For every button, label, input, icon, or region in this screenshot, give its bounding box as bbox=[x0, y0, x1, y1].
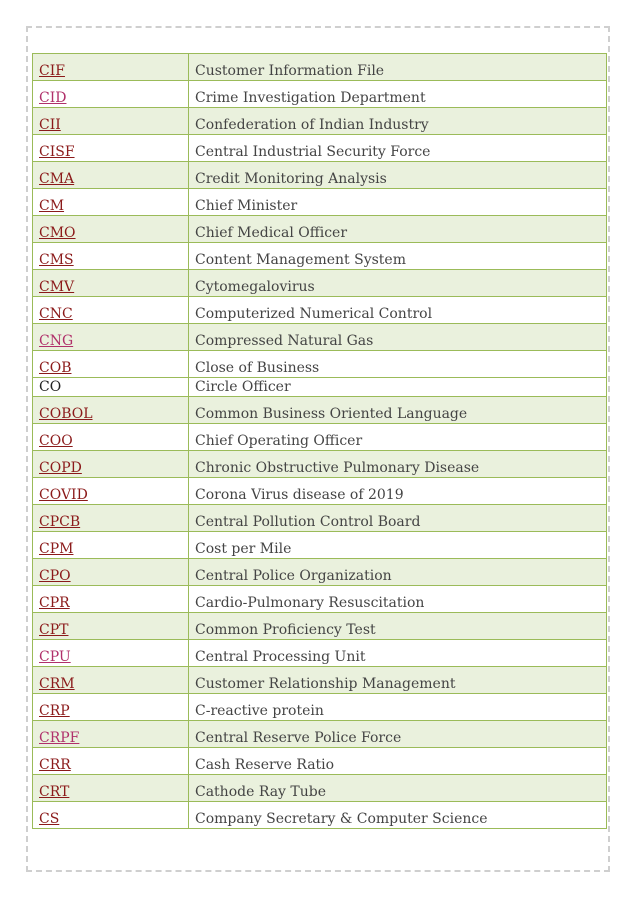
abbreviation-cell[interactable]: CMO bbox=[33, 216, 189, 243]
full-form-cell: Central Police Organization bbox=[189, 559, 607, 586]
abbreviation-cell[interactable]: CPR bbox=[33, 586, 189, 613]
abbreviation-cell[interactable]: CRT bbox=[33, 775, 189, 802]
full-form-cell: Chief Minister bbox=[189, 189, 607, 216]
table-row bbox=[33, 397, 607, 424]
full-form-cell: Computerized Numerical Control bbox=[189, 297, 607, 324]
table-row bbox=[33, 586, 607, 613]
full-form-cell: Company Secretary & Computer Science bbox=[189, 802, 607, 829]
full-form-cell: Cardio-Pulmonary Resuscitation bbox=[189, 586, 607, 613]
abbreviation-cell[interactable]: CPU bbox=[33, 640, 189, 667]
table-row bbox=[33, 135, 607, 162]
full-form-cell: C-reactive protein bbox=[189, 694, 607, 721]
full-form-cell: Common Business Oriented Language bbox=[189, 397, 607, 424]
full-form-cell: Cost per Mile bbox=[189, 532, 607, 559]
table-row bbox=[33, 378, 607, 397]
abbreviation-cell[interactable]: COPD bbox=[33, 451, 189, 478]
table-row bbox=[33, 532, 607, 559]
table-row bbox=[33, 748, 607, 775]
table-row bbox=[33, 613, 607, 640]
abbreviation-cell[interactable]: CRPF bbox=[33, 721, 189, 748]
full-form-cell: Central Processing Unit bbox=[189, 640, 607, 667]
full-form-cell: Cash Reserve Ratio bbox=[189, 748, 607, 775]
full-form-cell: Cytomegalovirus bbox=[189, 270, 607, 297]
abbreviation-cell[interactable]: CIF bbox=[33, 54, 189, 81]
abbreviation-cell[interactable]: CRR bbox=[33, 748, 189, 775]
abbreviation-cell[interactable]: CMA bbox=[33, 162, 189, 189]
full-form-cell: Central Reserve Police Force bbox=[189, 721, 607, 748]
full-form-cell: Circle Officer bbox=[189, 378, 607, 397]
abbreviation-cell[interactable]: CII bbox=[33, 108, 189, 135]
abbreviation-cell[interactable]: CPM bbox=[33, 532, 189, 559]
table-row bbox=[33, 162, 607, 189]
abbreviation-table bbox=[32, 53, 607, 829]
abbreviation-cell[interactable]: CNC bbox=[33, 297, 189, 324]
abbreviation-cell[interactable]: CRP bbox=[33, 694, 189, 721]
abbreviation-cell[interactable]: CPT bbox=[33, 613, 189, 640]
table-row bbox=[33, 216, 607, 243]
full-form-cell: Central Industrial Security Force bbox=[189, 135, 607, 162]
abbreviation-cell[interactable]: CS bbox=[33, 802, 189, 829]
full-form-cell: Chief Operating Officer bbox=[189, 424, 607, 451]
full-form-cell: Cathode Ray Tube bbox=[189, 775, 607, 802]
abbreviation-cell[interactable]: CMS bbox=[33, 243, 189, 270]
table-row bbox=[33, 108, 607, 135]
table-row bbox=[33, 694, 607, 721]
full-form-cell: Chief Medical Officer bbox=[189, 216, 607, 243]
abbreviation-table-body bbox=[33, 54, 607, 829]
table-row bbox=[33, 667, 607, 694]
table-row bbox=[33, 54, 607, 81]
table-row bbox=[33, 478, 607, 505]
table-row bbox=[33, 721, 607, 748]
table-row bbox=[33, 81, 607, 108]
full-form-cell: Common Proficiency Test bbox=[189, 613, 607, 640]
full-form-cell: Content Management System bbox=[189, 243, 607, 270]
full-form-cell: Confederation of Indian Industry bbox=[189, 108, 607, 135]
abbreviation-cell[interactable]: CPO bbox=[33, 559, 189, 586]
table-row bbox=[33, 189, 607, 216]
table-row bbox=[33, 451, 607, 478]
abbreviation-cell[interactable]: COBOL bbox=[33, 397, 189, 424]
abbreviation-cell[interactable]: COB bbox=[33, 351, 189, 378]
table-row bbox=[33, 270, 607, 297]
full-form-cell: Customer Relationship Management bbox=[189, 667, 607, 694]
table-row bbox=[33, 424, 607, 451]
full-form-cell: Compressed Natural Gas bbox=[189, 324, 607, 351]
table-row bbox=[33, 802, 607, 829]
abbreviation-cell[interactable]: CNG bbox=[33, 324, 189, 351]
full-form-cell: Credit Monitoring Analysis bbox=[189, 162, 607, 189]
full-form-cell: Customer Information File bbox=[189, 54, 607, 81]
abbreviation-cell[interactable]: CPCB bbox=[33, 505, 189, 532]
full-form-cell: Corona Virus disease of 2019 bbox=[189, 478, 607, 505]
abbreviation-cell[interactable]: COVID bbox=[33, 478, 189, 505]
abbreviation-cell[interactable]: CRM bbox=[33, 667, 189, 694]
table-row bbox=[33, 324, 607, 351]
table-row bbox=[33, 243, 607, 270]
abbreviation-cell[interactable]: CM bbox=[33, 189, 189, 216]
abbreviation-cell: CO bbox=[33, 378, 189, 397]
full-form-cell: Crime Investigation Department bbox=[189, 81, 607, 108]
table-row bbox=[33, 297, 607, 324]
table-row bbox=[33, 775, 607, 802]
abbreviation-cell[interactable]: CID bbox=[33, 81, 189, 108]
table-row bbox=[33, 559, 607, 586]
abbreviation-cell[interactable]: COO bbox=[33, 424, 189, 451]
table-row bbox=[33, 351, 607, 378]
abbreviation-cell[interactable]: CMV bbox=[33, 270, 189, 297]
full-form-cell: Close of Business bbox=[189, 351, 607, 378]
table-row bbox=[33, 640, 607, 667]
full-form-cell: Central Pollution Control Board bbox=[189, 505, 607, 532]
full-form-cell: Chronic Obstructive Pulmonary Disease bbox=[189, 451, 607, 478]
abbreviation-cell[interactable]: CISF bbox=[33, 135, 189, 162]
table-row bbox=[33, 505, 607, 532]
